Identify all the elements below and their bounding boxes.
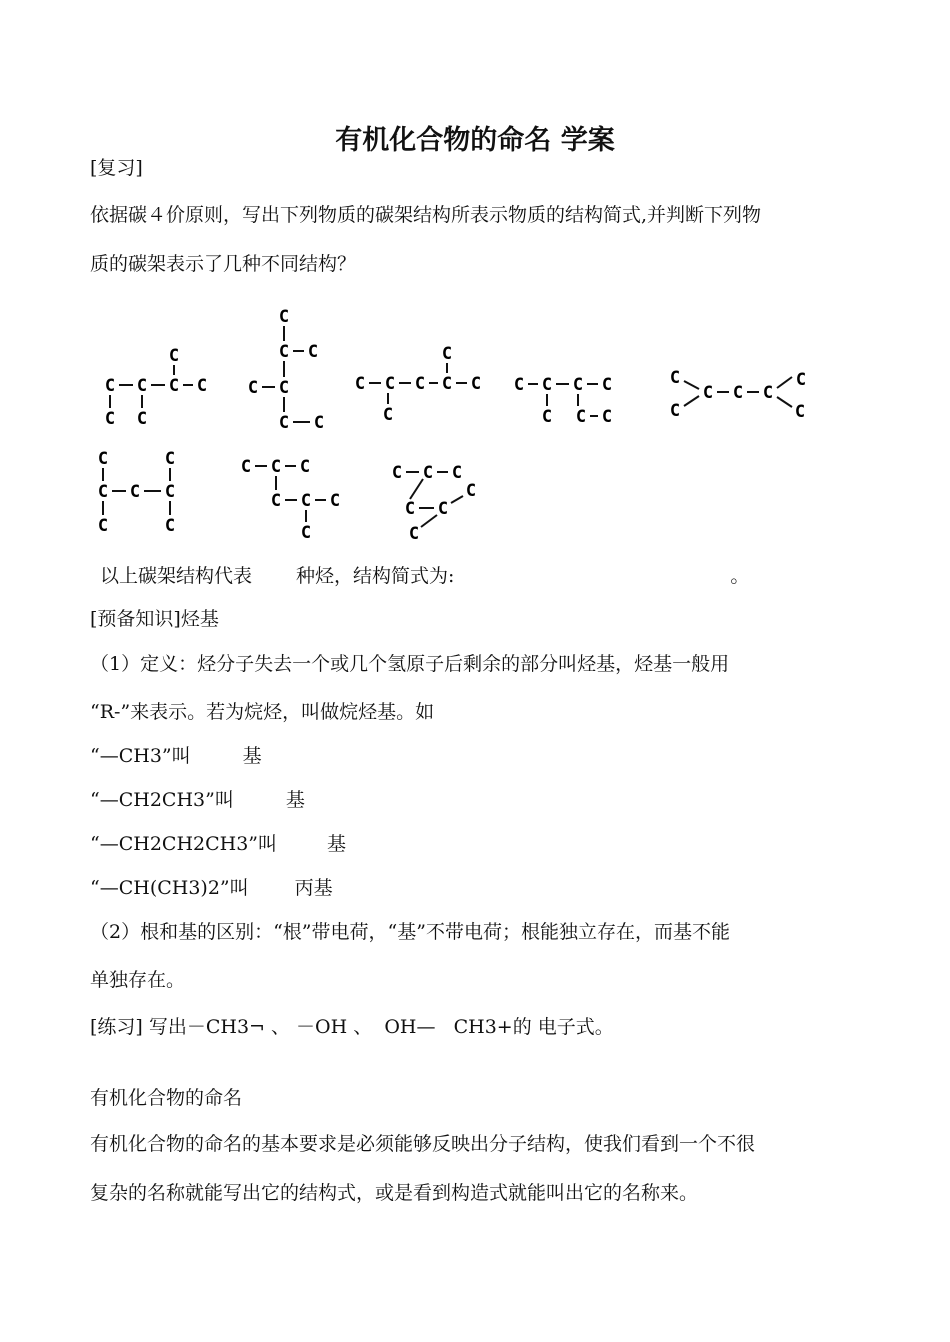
bond-line [451,496,463,503]
carbon-atom: C [762,383,774,403]
carbon-atom: C [136,376,148,396]
carbon-atom: C [441,374,453,394]
carbon-atom: C [278,413,290,433]
carbon-atom: C [97,482,109,502]
carbon-atom: C [795,370,807,390]
carbon-atom: C [441,344,453,364]
example-propyl [90,829,346,856]
carbon-atom: C [164,482,176,502]
carbon-atom: C [575,407,587,427]
carbon-atom: C [601,375,613,395]
summary-line [100,561,749,588]
carbon-atom: C [794,402,806,422]
carbon-atom: C [270,457,282,477]
carbon-atom: C [313,413,325,433]
carbon-atom: C [382,405,394,425]
carbon-atom: C [104,376,116,396]
bond-line [410,479,423,499]
prep-heading: [预备知识]烃基 [90,608,219,630]
carbon-atom: C [669,401,681,421]
carbon-atom: C [278,342,290,362]
difference-line-2: 单独存在。 [90,969,186,991]
carbon-atom: C [300,491,312,511]
example-formula: “—CH2CH2CH3”叫 [90,833,278,855]
example-suffix: 基 [285,789,305,811]
carbon-atom: C [384,374,396,394]
carbon-atom: C [465,481,477,501]
carbon-atom: C [164,449,176,469]
review-text-line-1: 依据碳４价原则，写出下列物质的碳架结构所表示物质的结构简式,并判断下列物 [90,204,762,226]
review-text-line-2: 质的碳架表示了几种不同结构？ [90,253,357,275]
naming-heading: 有机化合物的命名 [90,1087,243,1109]
carbon-atom: C [300,523,312,543]
carbon-atom: C [136,409,148,429]
page-title: 有机化合物的命名 学案 [335,125,615,156]
carbon-atom: C [278,307,290,327]
carbon-atom: C [541,407,553,427]
example-formula: “—CH2CH3”叫 [90,789,234,811]
example-suffix: 基 [242,745,262,767]
summary-end: 。 [730,565,750,587]
example-formula: “—CH(CH3)2”叫 [90,877,249,899]
carbon-atom: C [732,383,744,403]
carbon-atom: C [414,374,426,394]
summary-text-a: 以上碳架结构代表 [100,565,253,587]
definition-line-2: “R-”来表示。若为烷烃，叫做烷烃基。如 [90,701,435,723]
carbon-atom: C [270,491,282,511]
example-suffix: 丙基 [294,877,333,899]
carbon-atom: C [104,409,116,429]
carbon-atom: C [129,482,141,502]
carbon-atom: C [408,524,420,544]
carbon-atom: C [164,516,176,536]
carbon-atom: C [470,374,482,394]
bond-line [777,377,792,388]
difference-line-1: （2）根和基的区别：“根”带电荷，“基”不带电荷；根能独立存在，而基不能 [90,921,730,943]
carbon-atom: C [702,383,714,403]
carbon-atom: C [422,463,434,483]
carbon-atom: C [354,374,366,394]
example-ethyl [90,785,305,812]
carbon-atom: C [391,463,403,483]
naming-text-line-1: 有机化合物的命名的基本要求是必须能够反映出分子结构，使我们看到一个不很 [90,1133,756,1155]
carbon-atom: C [669,368,681,388]
example-methyl [90,741,262,768]
definition-line-1: （1）定义：烃分子失去一个或几个氢原子后剩余的部分叫烃基，烃基一般用 [90,653,730,675]
carbon-atom: C [307,342,319,362]
carbon-atom: C [451,463,463,483]
carbon-atom: C [572,375,584,395]
carbon-atom: C [601,407,613,427]
carbon-atom: C [437,499,449,519]
carbon-atom: C [247,378,259,398]
bond-line [777,397,792,407]
carbon-atom: C [299,457,311,477]
carbon-atom: C [329,491,341,511]
carbon-atom: C [541,375,553,395]
example-formula: “—CH3”叫 [90,745,191,767]
review-heading: [复习] [90,157,143,179]
carbon-atom: C [196,376,208,396]
bond-line [684,396,699,406]
carbon-atom: C [97,516,109,536]
example-suffix: 基 [327,833,347,855]
carbon-atom: C [168,346,180,366]
carbon-atom: C [240,457,252,477]
carbon-atom: C [404,499,416,519]
carbon-atom: C [513,375,525,395]
carbon-atom: C [278,378,290,398]
carbon-skeleton-structures [0,0,950,560]
practice-line: [练习] 写出－CH3¬ 、 －OH 、 OH— CH3+的 电子式。 [90,1016,614,1038]
carbon-atom: C [97,449,109,469]
bond-line [421,515,437,527]
naming-text-line-2: 复杂的名称就能写出它的结构式，或是看到构造式就能叫出它的名称来。 [90,1182,699,1204]
example-isopropyl [90,873,333,900]
bond-line [684,381,699,389]
summary-text-b: 种烃，结构简式为: [296,565,455,587]
carbon-atom: C [168,376,180,396]
